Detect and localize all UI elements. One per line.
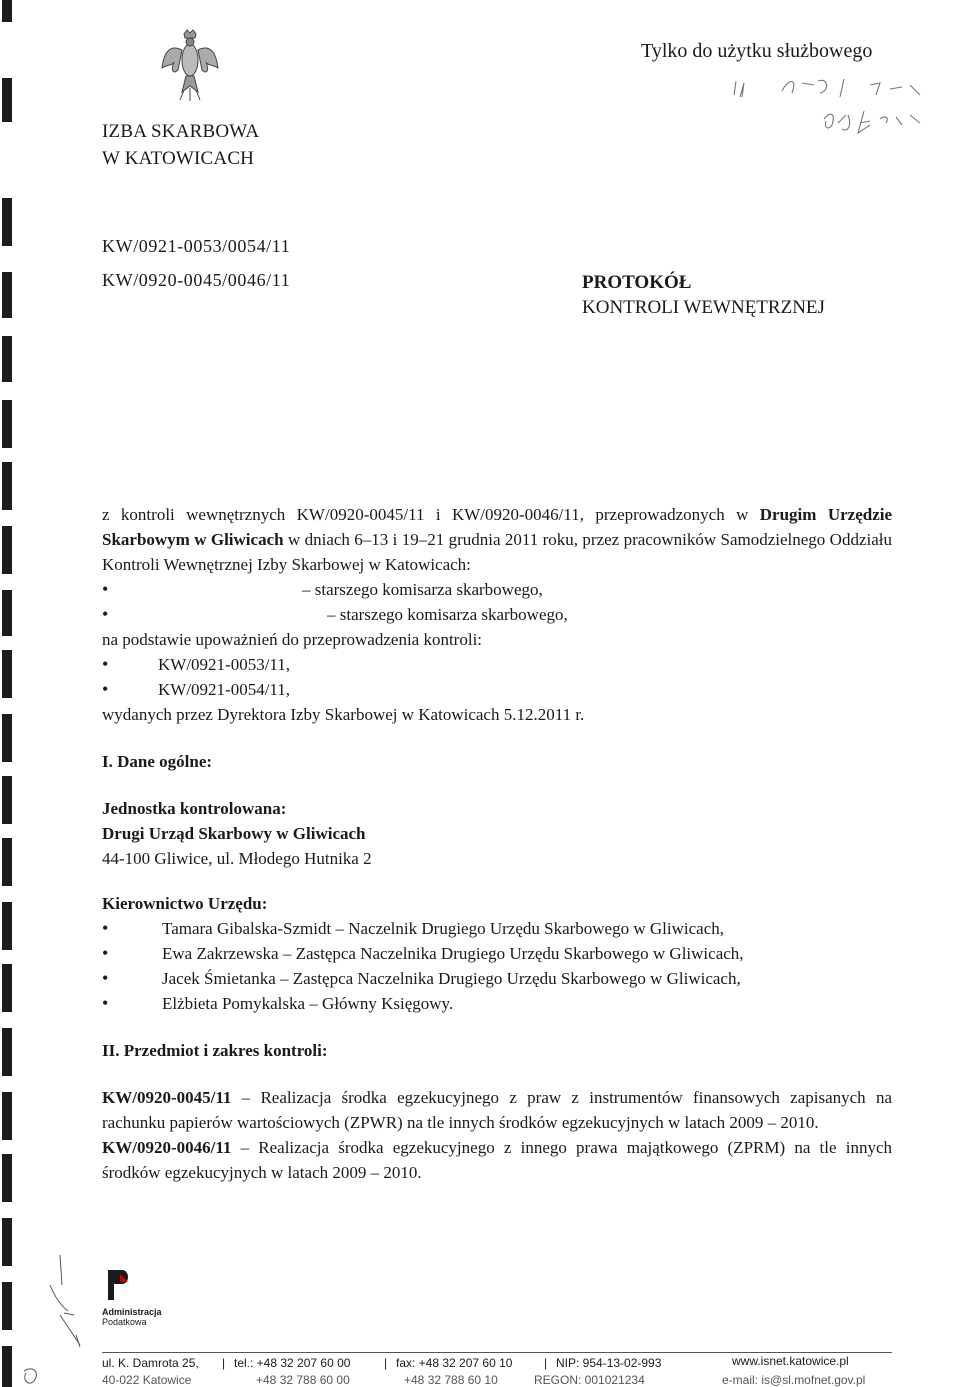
authorization-intro: na podstawie upoważnień do przeprowadzenia kontroli: [102, 630, 483, 649]
audited-office: Drugim Urzędzie Skarbowym w Gliwicach [102, 505, 893, 549]
section-1-heading: I. Dane ogólne: [102, 752, 213, 771]
audited-unit-name: Drugi Urząd Skarbowy w Gliwicach [102, 824, 366, 843]
list-item: • KW/0921-0054/11, [102, 677, 892, 702]
footer-nip: NIP: 954-13-02-993 [556, 1356, 662, 1370]
logo-text-line-2: Podatkowa [102, 1317, 147, 1327]
footer-separator: | [384, 1356, 388, 1370]
case-signature-2: KW/0920-0045/0046/11 [102, 270, 291, 290]
scope-text-1: – Realizacja środka egzekucyjnego z praw z instrumentów finansowych zapisanych na rachunku papierów wartościowych (ZPWR) na tle innych środków egzekucyjnych w latach 2009 – 2010. [102, 1088, 892, 1132]
list-item: • – starszego komisarza skarbowego, [102, 577, 892, 602]
footer-website-link[interactable]: www.isnet.katowice.pl [732, 1354, 849, 1368]
list-item: • Ewa Zakrzewska – Zastępca Naczelnika Drugiego Urzędu Skarbowego w Gliwicach, [102, 941, 892, 966]
list-item: • Elżbieta Pomykalska – Główny Księgowy. [102, 991, 892, 1016]
eagle-emblem-icon [160, 28, 220, 103]
authorization-list [102, 652, 892, 702]
scope-text-2: – Realizacja środka egzekucyjnego z innego prawa majątkowego (ZPRM) na tle innych środków egzekucyjnych w latach 2009 – 2010. [102, 1138, 892, 1182]
footer-separator: | [222, 1356, 226, 1370]
footer-regon: REGON: 001021234 [534, 1373, 645, 1387]
audited-unit-address: 44-100 Gliwice, ul. Młodego Hutnika 2 [102, 849, 372, 868]
footer-divider [102, 1352, 892, 1353]
footer-address: ul. K. Damrota 25, [102, 1356, 199, 1370]
management-label: Kierownictwo Urzędu: [102, 894, 268, 913]
list-item: • – starszego komisarza skarbowego, [102, 602, 892, 627]
scope-code-1: KW/0920-0045/11 [102, 1088, 232, 1107]
handwritten-annotation [730, 75, 930, 155]
restriction-note: Tylko do użytku służbowego [641, 40, 873, 62]
page-footer [102, 1268, 892, 1327]
list-item: • Jacek Śmietanka – Zastępca Naczelnika Drugiego Urzędu Skarbowego w Gliwicach, [102, 966, 892, 991]
scope-code-2: KW/0920-0046/11 [102, 1138, 232, 1157]
scope-item-1 [102, 1085, 892, 1135]
intro-text-1: z kontroli wewnętrznych KW/0920-0045/11 i KW/0920-0046/11, przeprowadzonych w [102, 505, 760, 524]
footer-email-link[interactable]: e-mail: is@sl.mofnet.gov.pl [722, 1373, 866, 1387]
footer-tel: tel.: +48 32 207 60 00 [234, 1356, 351, 1370]
protocol-body [102, 502, 892, 1185]
title-line-1: PROTOKÓŁ [582, 272, 692, 293]
list-item: • Tamara Gibalska-Szmidt – Naczelnik Drugiego Urzędu Skarbowego w Gliwicach, [102, 916, 892, 941]
section-2-heading: II. Przedmiot i zakres kontroli: [102, 1041, 328, 1060]
tax-administration-logo-icon [102, 1268, 132, 1302]
footer-city: 40-022 Katowice [102, 1373, 192, 1387]
footer-tel-2: +48 32 788 60 00 [256, 1373, 350, 1387]
footer-separator: | [544, 1356, 548, 1370]
intro-paragraph [102, 502, 892, 577]
logo-text-line-1: Administracja [102, 1307, 162, 1317]
scope-item-2 [102, 1135, 892, 1185]
footer-fax: fax: +48 32 207 60 10 [396, 1356, 513, 1370]
authority-line-2: W KATOWICACH [102, 148, 255, 169]
management-list [102, 916, 892, 1016]
list-item: • KW/0921-0053/11, [102, 652, 892, 677]
inspector-list [102, 577, 892, 627]
case-signature-1: KW/0921-0053/0054/11 [102, 236, 291, 256]
ink-blot-mark [20, 1255, 100, 1387]
audited-unit-label: Jednostka kontrolowana: [102, 799, 287, 818]
document-title [582, 270, 825, 320]
title-line-2: KONTROLI WEWNĘTRZNEJ [582, 297, 825, 318]
issuing-authority [102, 118, 259, 172]
svg-text:PO2 4: PO2 4 [826, 131, 829, 132]
authority-line-1: IZBA SKARBOWA [102, 121, 260, 142]
footer-fax-2: +48 32 788 60 10 [404, 1373, 498, 1387]
intro-text-2: w dniach 6–13 i 19–21 grudnia 2011 roku, przez pracowników Samodzielnego Oddziału Kontroli Wewnętrznej Izby Skarbowej w Katowicach: [102, 530, 892, 574]
authorization-issued: wydanych przez Dyrektora Izby Skarbowej w Katowicach 5.12.2011 r. [102, 705, 585, 724]
